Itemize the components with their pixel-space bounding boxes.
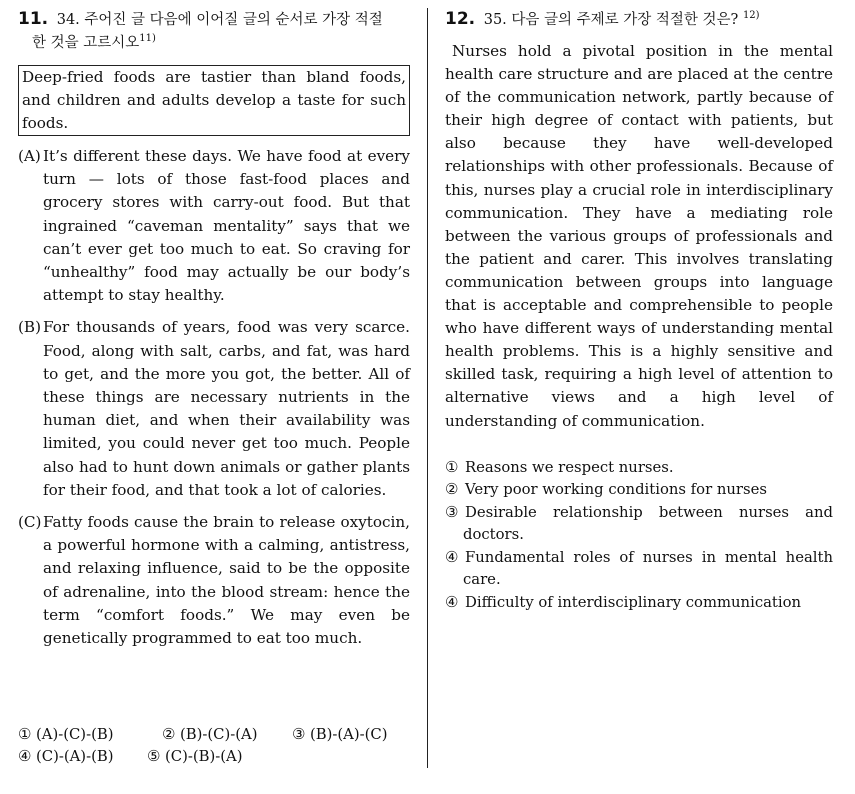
paragraph-label: (C) (18, 513, 42, 532)
passage-text: Nurses hold a pivotal position in the mental health care structure and are placed at the centre of the communication network, partly because of their high degree of contact with patients, but also because they have well-developed relationships with other professionals. Because of this, nurses play a crucial role in interdisciplinary communication. They have a mediating role between the various groups of professionals and the patient and carer. This involves translating communication between groups into language that is acceptable and comprehensible to people who have different ways of understanding mental health problems. This is a highly sensitive and skilled task, requiring a high level of attention to alternative views and a high level of understanding of communication. (445, 42, 833, 430)
instruction-line-1: 주어진 글 다음에 이어질 글의 순서로 가장 적절 (84, 12, 383, 28)
column-divider (427, 8, 428, 768)
choice-5[interactable]: ④ Difficulty of interdisciplinary communication (445, 593, 802, 611)
paragraph-c (18, 511, 410, 650)
paragraph-text: It’s different these days. We have food at every turn — lots of those fast-food places and grocery stores with carry-out food. But that ingrained “caveman mentality” says that we can’t ever get too much to eat. So craving for “unhealthy” food may actually be our body’s attempt to stay healthy. (43, 147, 410, 305)
paragraph-text: Fatty foods cause the brain to release oxytocin, a powerful hormone with a calming, antistress, and relaxing influence, said to be the opposite of adrenaline, into the blood stream: hence the term “comfort foods.” We may even be genetically programmed to eat too much. (43, 513, 410, 648)
choice-3[interactable]: ③ Desirable relationship between nurses and doctors. (445, 503, 833, 544)
instruction: 다음 글의 주제로 가장 적절한 것은? (511, 12, 739, 28)
source-number: 35. (483, 12, 507, 28)
option-4[interactable]: ④ (C)-(A)-(B) (18, 748, 114, 765)
choice-4[interactable]: ④ Fundamental roles of nurses in mental health care. (445, 548, 833, 589)
instruction-line-2: 한 것을 고르시오 (32, 35, 140, 51)
paragraph-a (18, 145, 410, 307)
paragraph-text: For thousands of years, food was very scarce. Food, along with salt, carbs, and fat, was hard to get, and the more you got, the better. All of these things are necessary nutrients in the human diet, and when their availability was limited, you could never get too much. People also had to hunt down animals or gather plants for their food, and that took a lot of calories. (43, 318, 410, 499)
question-11 (18, 8, 410, 765)
paragraph-b (18, 316, 410, 502)
paragraph-label: (A) (18, 147, 41, 165)
answer-options (18, 724, 418, 768)
paragraph-label: (B) (18, 318, 42, 337)
footnote-marker: 11) (139, 33, 156, 45)
question-12 (445, 8, 833, 614)
option-2[interactable]: ② (B)-(C)-(A) (162, 726, 258, 743)
option-1[interactable]: ① (A)-(C)-(B) (18, 726, 114, 743)
question-number: 12. (445, 9, 476, 29)
question-number: 11. (18, 9, 49, 29)
given-text-box: Deep-fried foods are tastier than bland foods, and children and adults develop a taste for such foods. (18, 65, 410, 136)
choice-1[interactable]: ① Reasons we respect nurses. (445, 458, 674, 476)
source-number: 34. (56, 12, 80, 28)
question-11-header (18, 8, 410, 55)
footnote-marker: 12) (742, 10, 760, 22)
question-12-header (445, 8, 833, 32)
answer-choices (445, 457, 833, 615)
option-3[interactable]: ③ (B)-(A)-(C) (292, 726, 388, 743)
option-5[interactable]: ⑤ (C)-(B)-(A) (147, 748, 243, 765)
choice-2[interactable]: ② Very poor working conditions for nurses (445, 481, 767, 499)
